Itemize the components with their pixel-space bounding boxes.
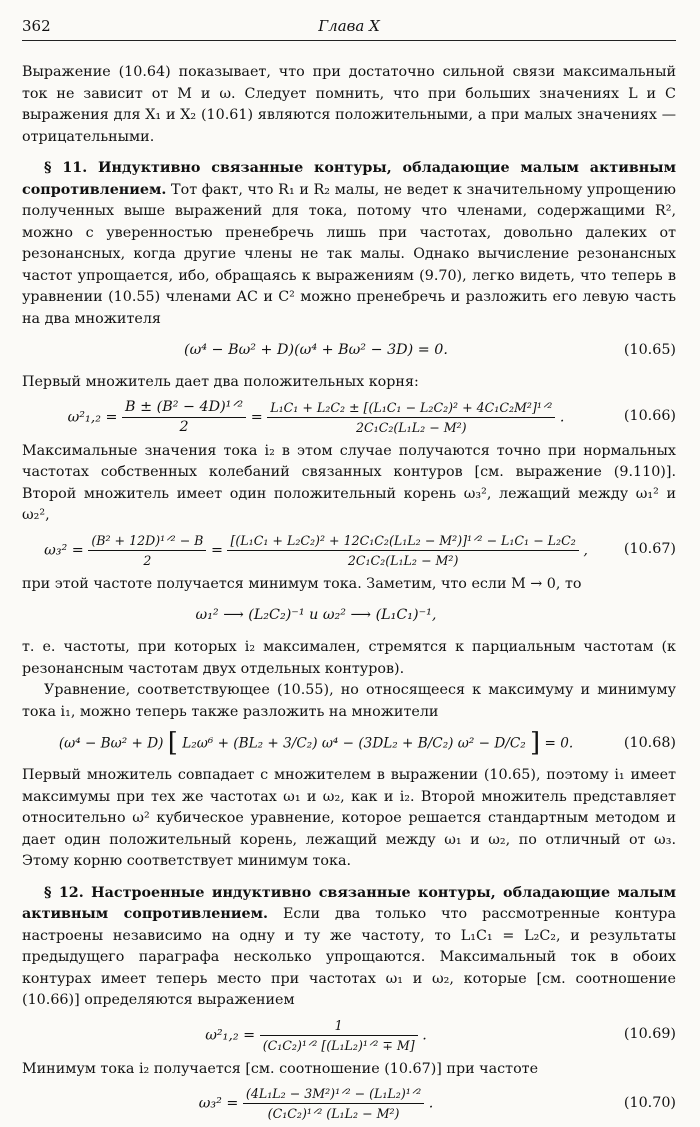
- equation-10-67-fraction-1: $\frac{\text{(B² + 12D)¹ᐟ² − B}}{2}$: [88, 532, 206, 569]
- equation-10-66-lhs: ω²₁,₂ =: [67, 409, 118, 425]
- paragraph-intro: Выражение (10.64) показывает, что при достаточно сильной связи максимальный ток не зависит от M и ω. Следует помнить, что при больших значениях L и C выражения для X₁ и X₂ (10.61) являются положительными, а при малых значениях — отрицательными.: [22, 64, 676, 145]
- paragraph-minimum: при этой частоте получается минимум тока. Заметим, что если M → 0, то: [22, 575, 582, 592]
- equation-limits: [22, 600, 676, 632]
- equation-10-65-expr: (ω⁴ − Bω² + D)(ω⁴ + Bω² − 3D) = 0.: [184, 342, 448, 359]
- paragraph-first-factor: Первый множитель дает два положительных корня:: [22, 374, 419, 390]
- equation-10-67-lhs: ω₃² =: [44, 542, 84, 558]
- page-header: [22, 14, 676, 41]
- section-11-heading: § 11. Индуктивно связанные контуры, обладающие малым активным сопротивлением.: [22, 160, 676, 198]
- equation-10-68-number: (10.68): [623, 735, 676, 752]
- section-12: [22, 883, 676, 1012]
- equation-10-69-lhs: ω²₁,₂ =: [205, 1027, 256, 1043]
- page-number: 362: [22, 17, 51, 35]
- equation-limits-expr: ω₁² ⟶ (L₂C₂)⁻¹ и ω₂² ⟶ (L₁C₁)⁻¹,: [195, 607, 437, 624]
- equation-10-66-fraction-1: $\frac{\text{B ± (B² − 4D)¹ᐟ²}}{2}$: [122, 399, 246, 436]
- page-body: [22, 62, 676, 1127]
- equation-10-69-number: (10.69): [623, 1026, 676, 1043]
- paragraph-max-current: Максимальные значения тока i₂ в этом случае получаются точно при нормальных частотах собственных колебаний связанных контуров [см. выражение (9.110)]. Второй множитель имеет один положительный корень ω₃², лежащий между ω₁² и ω₂²,: [22, 442, 676, 523]
- paragraph-first-factor-coincides: Первый множитель совпадает с множителем в выражении (10.65), поэтому i₁ имеет максимумы при тех же частотах ω₁ и ω₂, как и i₂. Второй множитель представляет относительно ω² кубическое уравнение, которое решается стандартным методом и дает один положительный корень, лежащий между ω₁ и ω₂, по отличный от ω₃. Этому корню соответствует минимум тока.: [22, 767, 676, 869]
- equation-10-69-fraction: $\frac{1}{\text{(C₁C₂)¹ᐟ² [(L₁L₂)¹ᐟ² ∓ M]}}$: [260, 1017, 418, 1054]
- section-12-text: Если два только что рассмотренные контура настроены независимо на одну и ту же частоту, то L₁C₁ = L₂C₂, и результаты предыдущего параграфа несколько упрощаются. Максимальный ток в обоих контурах имеет теперь место при частотах ω₁ и ω₂, которые [см. соотношение (10.66)] определяются выражением: [22, 906, 676, 1008]
- equation-10-67-number: (10.67): [623, 541, 676, 558]
- equation-10-70-fraction: $\frac{\text{(4L₁L₂ − 3M²)¹ᐟ² − (L₁L₂)¹ᐟ²}}{\text{(C₁C₂)¹ᐟ² (L₁L₂ − M²)}}$: [243, 1085, 424, 1122]
- paragraph-equation-factor: Уравнение, соответствующее (10.55), но относящееся к максимуму и минимуму тока i₁, можно теперь также разложить на множители: [22, 682, 676, 720]
- equation-10-68-first-factor: (ω⁴ − Bω² + D): [58, 735, 164, 752]
- equation-10-66-number: (10.66): [623, 408, 676, 425]
- equation-10-70: ω₃² = $\frac{\text{(4L₁L₂ − 3M²)¹ᐟ² − (L₁L₂)¹ᐟ²}}{\text{(C₁C₂)¹ᐟ² (L₁L₂ − M²)}}$ . (10.70): [198, 1086, 676, 1121]
- equation-10-65-number: (10.65): [623, 342, 676, 359]
- equation-10-70-number: (10.70): [623, 1094, 676, 1111]
- paragraph-current-minimum: Минимум тока i₂ получается [см. соотношение (10.67)] при частоте: [22, 1060, 539, 1077]
- equation-10-70-lhs: ω₃² =: [198, 1095, 239, 1112]
- equation-10-67: ω₃² = $\frac{\text{(B² + 12D)¹ᐟ² − B}}{2}$ = $\frac{\text{[(L₁C₁ + L₂C₂)² + 12C₁C₂(L₁L₂ − M²)]¹ᐟ² − L₁C₁ − L₂C₂}}{\text{2C₁C₂(L₁L₂ − M²)}}$ , (10.67): [44, 532, 676, 568]
- equation-10-67-fraction-2: $\frac{\text{[(L₁C₁ + L₂C₂)² + 12C₁C₂(L₁L₂ − M²)]¹ᐟ² − L₁C₁ − L₂C₂}}{\text{2C₁C₂(L₁L₂ − M²)}}$: [227, 532, 578, 569]
- equation-10-69: ω²₁,₂ = $\frac{1}{\text{(C₁C₂)¹ᐟ² [(L₁L₂)¹ᐟ² ∓ M]}}$ . (10.69): [205, 1017, 676, 1053]
- section-11: [22, 158, 676, 330]
- equation-10-68: (ω⁴ − Bω² + D) [ L₂ω⁶ + (BL₂ + 3/C₂) ω⁴ − (3DL₂ + B/C₂) ω² − D/C₂ ] = 0. (10.68): [58, 728, 676, 759]
- equation-10-66: ω²₁,₂ = $\frac{\text{B ± (B² − 4D)¹ᐟ²}}{2}$ = $\frac{\text{L₁C₁ + L₂C₂ ± [(L₁C₁ − L₂C₂)² + 4C₁C₂M²]¹ᐟ²}}{\text{2C₁C₂(L₁L₂ − M²)}}$ . (10.66): [67, 398, 676, 435]
- running-title: Глава X: [318, 17, 380, 35]
- section-12-heading: § 12. Настроенные индуктивно связанные контуры, обладающие малым активным сопротивлением.: [22, 884, 676, 922]
- paragraph-partial-frequencies: т. е. частоты, при которых i₂ максимален, стремятся к парциальным частотам (к резонансным частотам двух отдельных контуров).: [22, 639, 676, 677]
- section-11-text: Тот факт, что R₁ и R₂ малы, не ведет к значительному упрощению полученных выше выражений для тока, потому что членами, содержащими R², можно с уверенностью пренебречь лишь при частотах, довольно далеких от резонансных, когда другие члены не так малы. Однако вычисление резонансных частот упрощается, ибо, обращаясь к выражениям (9.70), легко видеть, что теперь в уравнении (10.55) членами AC и C² можно пренебречь и разложить его левую часть на два множителя: [22, 181, 676, 327]
- equation-10-68-second-factor: L₂ω⁶ + (BL₂ + 3/C₂) ω⁴ − (3DL₂ + B/C₂) ω² − D/C₂: [182, 735, 526, 752]
- equation-10-65: [22, 335, 676, 367]
- equation-10-66-fraction-2: $\frac{\text{L₁C₁ + L₂C₂ ± [(L₁C₁ − L₂C₂)² + 4C₁C₂M²]¹ᐟ²}}{\text{2C₁C₂(L₁L₂ − M²)}}$: [267, 399, 555, 436]
